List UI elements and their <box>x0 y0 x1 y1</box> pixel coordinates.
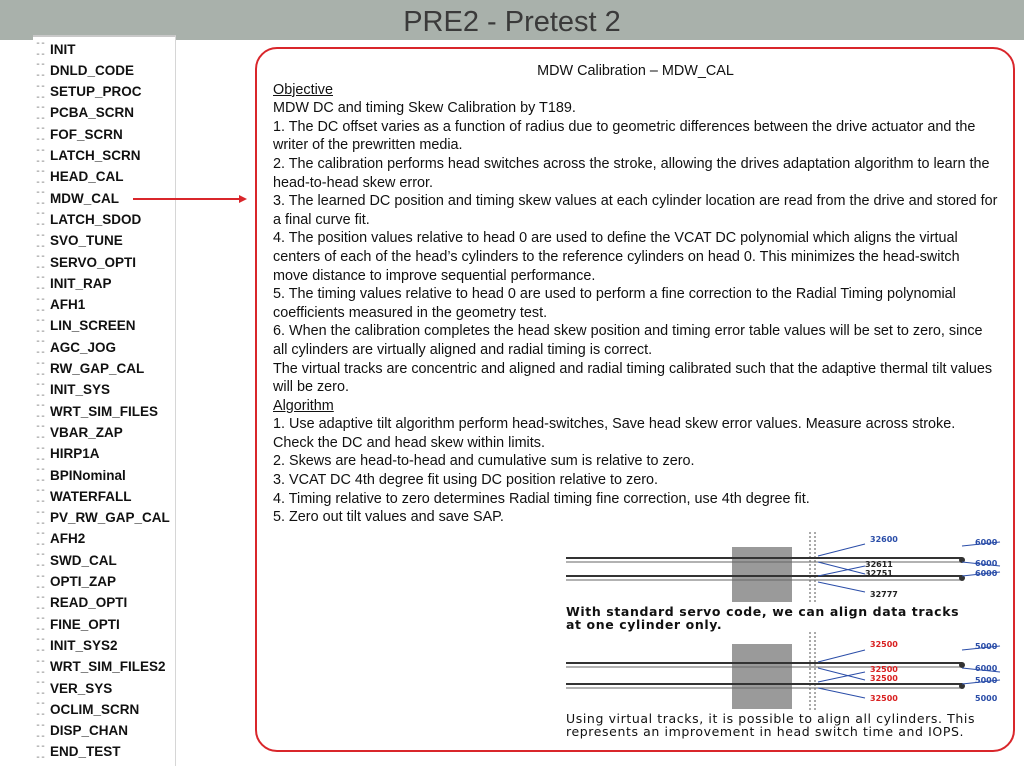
bottom-right-label-1: 5000 <box>975 642 998 651</box>
algorithm-label: Algorithm <box>273 397 334 414</box>
tree-item-label: WATERFALL <box>50 488 132 504</box>
top-right-label-2: 6000 <box>975 559 998 568</box>
bottom-caption-line-2: represents an improvement in head switch time and IOPS. <box>566 724 965 739</box>
tree-item[interactable] <box>35 209 141 229</box>
tree-item[interactable] <box>35 380 110 400</box>
tree-item-label: AGC_JOG <box>50 339 117 355</box>
tree-item-label: LIN_SCREEN <box>50 318 136 334</box>
tree-item-label: AFH2 <box>50 531 86 547</box>
algorithm-step: Check the DC and head skew within limits. <box>273 434 545 451</box>
tree-item-label: MDW_CAL <box>50 190 119 206</box>
head-block-top <box>732 547 792 602</box>
bottom-label-1: 32500 <box>870 640 898 649</box>
tree-connector: ---- <box>35 464 46 486</box>
tree-item[interactable] <box>35 295 85 315</box>
tree-item[interactable] <box>35 614 120 634</box>
objective-paragraph: The virtual tracks are concentric and aligned and radial timing calibrated such that the adaptive thermal tilt values will be zero. <box>273 360 993 396</box>
top-label-3: 32751 <box>865 569 893 578</box>
tree-item-label: SETUP_PROC <box>50 84 142 100</box>
tree-connector: ---- <box>35 655 46 678</box>
content-text <box>273 62 998 527</box>
tree-item-label: LATCH_SCRN <box>50 148 141 163</box>
tree-item-label: SWD_CAL <box>50 552 117 568</box>
alignment-figure <box>560 532 1010 742</box>
tree-item-label: LATCH_SDOD <box>50 211 142 227</box>
section-heading: MDW Calibration – MDW_CAL <box>537 63 734 79</box>
bottom-label-3: 32500 <box>870 674 898 683</box>
tree-item[interactable] <box>35 359 144 379</box>
tree-connector: ---- <box>35 314 46 337</box>
tree-item[interactable] <box>35 657 166 677</box>
tree-connector: ---- <box>35 229 46 252</box>
objective-paragraph: 6. When the calibration completes the head skew position and timing error table values will be set to zero, since all cylinders are virtually aligned and radial timing is correct. <box>273 323 983 358</box>
tree-connector: ---- <box>35 251 46 273</box>
tree-item-label: VER_SYS <box>50 680 113 696</box>
tree-item[interactable] <box>35 337 116 357</box>
bottom-right-label-2: 6000 <box>975 664 998 673</box>
algorithm-step: 4. Timing relative to zero determines Radial timing fine correction, use 4th degree fit. <box>273 490 810 507</box>
top-caption-line-1: With standard servo code, we can align data tracks <box>566 604 960 619</box>
tree-item[interactable] <box>35 146 141 166</box>
tree-item-label: INIT_SYS2 <box>50 637 118 653</box>
tree-item-label: VBAR_ZAP <box>50 424 123 440</box>
algorithm-step: 2. Skews are head-to-head and cumulative sum is relative to zero. <box>273 453 695 470</box>
tree-item[interactable] <box>35 167 124 187</box>
top-right-label-1: 6000 <box>975 538 998 547</box>
tree-connector: ---- <box>35 123 46 146</box>
tree-item-label: SERVO_OPTI <box>50 254 137 270</box>
tree-connector: ---- <box>35 272 46 295</box>
tree-item[interactable] <box>35 508 170 528</box>
bottom-label-4: 32500 <box>870 694 898 703</box>
tree-item[interactable] <box>35 103 134 123</box>
bottom-label-2: 32500 <box>870 665 898 674</box>
top-label-4: 32777 <box>870 590 898 599</box>
tree-connector: ---- <box>35 527 46 550</box>
tree-item-label: WRT_SIM_FILES2 <box>50 659 166 675</box>
tree-item-label: FOF_SCRN <box>50 126 123 142</box>
head-block-bottom <box>732 644 792 709</box>
top-right-label-3: 6000 <box>975 569 998 578</box>
tree-connector: ---- <box>35 677 46 699</box>
objective-paragraph: 3. The learned DC position and timing skew values at each cylinder location are read from the drive and stored for a final curve fit. <box>273 193 998 228</box>
tree-item[interactable] <box>35 231 123 251</box>
tree-item-label: WRT_SIM_FILES <box>50 403 159 419</box>
tree-connector: ---- <box>35 591 46 614</box>
tree-item-label: PV_RW_GAP_CAL <box>50 510 170 526</box>
tree-item[interactable] <box>35 444 100 464</box>
tree-connector: ---- <box>35 59 46 82</box>
tree-item[interactable] <box>35 593 127 613</box>
objective-paragraph: 2. The calibration performs head switches across the stroke, allowing the drives adaptation algorithm to learn the head-to-head skew error. <box>273 155 990 191</box>
algorithm-step: 5. Zero out tilt values and save SAP. <box>273 509 504 526</box>
objective-paragraph: 1. The DC offset varies as a function of radius due to geometric differences between the drive actuator and the writer of the prewritten media. <box>273 118 976 154</box>
tree-item-label: AFH1 <box>50 297 86 313</box>
tree-item[interactable] <box>35 678 112 698</box>
bottom-caption-line-1: Using virtual tracks, it is possible to align all cylinders. This <box>566 711 976 726</box>
tree-connector: ---- <box>35 293 46 316</box>
tree-connector: ---- <box>35 144 46 167</box>
objective-label: Objective <box>273 81 333 98</box>
top-caption-line-2: at one cylinder only. <box>566 617 723 632</box>
tree-item-label: INIT_SYS <box>50 382 111 398</box>
tree-item-label: FINE_OPTI <box>50 616 120 632</box>
tree-item-label: HIRP1A <box>50 446 100 462</box>
tree-connector: ---- <box>35 208 46 231</box>
tree-item[interactable] <box>35 401 158 421</box>
tree-connector: ---- <box>35 357 46 380</box>
tree-item[interactable] <box>35 273 112 293</box>
tree-connector: ---- <box>35 549 46 572</box>
objective-list <box>273 99 998 397</box>
tree-item-label: DNLD_CODE <box>50 62 135 78</box>
tree-connector: ---- <box>35 101 46 124</box>
tree-item-label: RW_GAP_CAL <box>50 361 145 376</box>
tree-item[interactable] <box>35 465 126 485</box>
tree-item-label: SVO_TUNE <box>50 233 123 249</box>
tree-item[interactable] <box>35 39 76 59</box>
tree-item-label: END_TEST <box>50 744 121 760</box>
tree-item[interactable] <box>35 699 139 719</box>
tree-connector: ---- <box>35 719 46 742</box>
tree-item-label: OPTI_ZAP <box>50 574 117 589</box>
tree-connector: ---- <box>35 613 46 636</box>
objective-paragraph: MDW DC and timing Skew Calibration by T189. <box>273 100 576 117</box>
tree-item-label: PCBA_SCRN <box>50 105 135 121</box>
tree-connector: ---- <box>35 421 46 444</box>
algorithm-step: 3. VCAT DC 4th degree fit using DC position relative to zero. <box>273 472 658 489</box>
tree-item[interactable] <box>35 742 121 762</box>
tree-item-label: OCLIM_SCRN <box>50 701 140 717</box>
tree-item-label: INIT <box>50 41 76 57</box>
tree-item[interactable] <box>35 572 116 592</box>
tree-connector: ---- <box>35 400 46 423</box>
tree-item[interactable] <box>35 252 136 272</box>
objective-paragraph: 4. The position values relative to head 0 are used to define the VCAT DC polynomial which aligns the virtual centers of each of the head’s cylinders to the reference cylinders on head 0. This minimizes the head-switch move distance to improve sequential performance. <box>273 230 960 284</box>
top-label-2: 32611 <box>865 560 893 569</box>
bottom-right-label-4: 5000 <box>975 694 998 703</box>
tree-connector: ---- <box>35 634 46 657</box>
test-tree <box>33 35 176 766</box>
tree-item-label: BPINominal <box>50 467 126 483</box>
tree-connector: ---- <box>35 698 46 721</box>
tree-item[interactable] <box>35 529 85 549</box>
tree-item[interactable] <box>35 550 117 570</box>
tree-connector: ---- <box>35 165 46 188</box>
tree-connector: ---- <box>35 378 46 401</box>
objective-paragraph: 5. The timing values relative to head 0 are used to perform a fine correction to the Radial Timing polynomial coefficients measured in the geometry test. <box>273 286 956 321</box>
page-title: PRE2 - Pretest 2 <box>403 6 621 38</box>
tree-connector: ---- <box>35 740 46 763</box>
tree-item[interactable] <box>35 635 118 655</box>
tree-item-label: READ_OPTI <box>50 595 128 611</box>
tree-item[interactable] <box>35 82 142 102</box>
bottom-right-label-3: 5000 <box>975 676 998 685</box>
tree-item[interactable] <box>35 188 119 208</box>
pointer-arrow-icon <box>133 195 248 203</box>
top-label-1: 32600 <box>870 535 898 544</box>
tree-item[interactable] <box>35 721 128 741</box>
tree-item[interactable] <box>35 124 123 144</box>
tree-item-label: HEAD_CAL <box>50 169 124 185</box>
tree-connector: ---- <box>35 38 46 60</box>
tree-connector: ---- <box>35 570 46 593</box>
tree-item[interactable] <box>35 60 134 80</box>
tree-connector: ---- <box>35 485 46 508</box>
tree-item-label: DISP_CHAN <box>50 723 129 739</box>
algorithm-list <box>273 415 998 527</box>
tree-item[interactable] <box>35 486 132 506</box>
tree-connector: ---- <box>35 187 46 210</box>
tree-connector: ---- <box>35 442 46 465</box>
algorithm-step: 1. Use adaptive tilt algorithm perform head-switches, Save head skew error values. Measure across stroke. <box>273 416 956 433</box>
tree-item[interactable] <box>35 422 123 442</box>
tree-connector: ---- <box>35 336 46 359</box>
tree-item-label: INIT_RAP <box>50 275 112 291</box>
tree-connector: ---- <box>35 80 46 103</box>
tree-item[interactable] <box>35 316 136 336</box>
tree-connector: ---- <box>35 506 46 529</box>
